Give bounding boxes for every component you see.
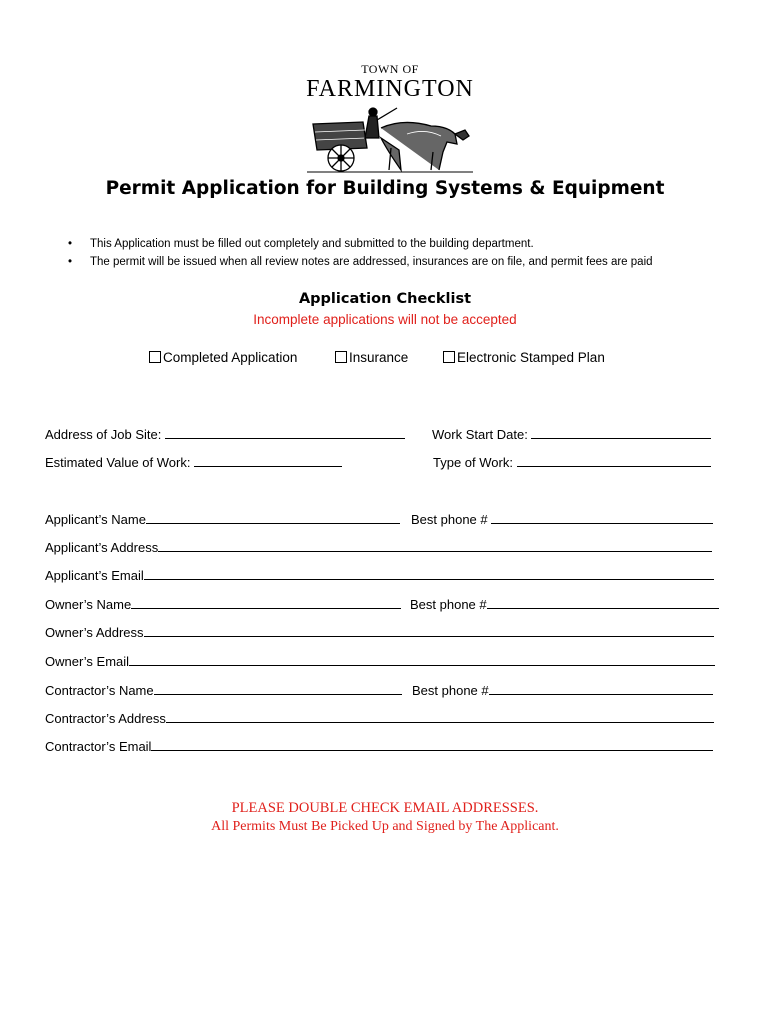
contractor-phone-field[interactable] bbox=[412, 681, 713, 699]
applicant-name-input[interactable] bbox=[146, 510, 400, 524]
estimated-value-field[interactable] bbox=[45, 453, 342, 471]
town-logo bbox=[285, 60, 495, 175]
checkbox-label: Completed Application bbox=[163, 350, 298, 365]
checkbox-icon[interactable] bbox=[149, 351, 161, 363]
applicant-phone-input[interactable] bbox=[491, 510, 713, 524]
contractor-phone-input[interactable] bbox=[489, 681, 713, 695]
owner-phone-field[interactable] bbox=[410, 595, 719, 613]
instructions-list bbox=[68, 235, 653, 271]
field-label: Best phone # bbox=[410, 597, 487, 612]
bullet-icon: • bbox=[68, 238, 73, 250]
owner-address-field[interactable] bbox=[45, 623, 714, 641]
field-label: Contractor’s Email bbox=[45, 739, 152, 754]
applicant-email-input[interactable] bbox=[144, 566, 714, 580]
contractor-address-input[interactable] bbox=[166, 709, 714, 723]
estimated-value-input[interactable] bbox=[194, 453, 342, 467]
owner-address-input[interactable] bbox=[144, 623, 714, 637]
contractor-name-input[interactable] bbox=[154, 681, 402, 695]
checklist-title: Application Checklist bbox=[298, 291, 472, 307]
field-label: Contractor’s Address bbox=[45, 711, 166, 726]
bullet-icon: • bbox=[68, 256, 73, 268]
contractor-address-field[interactable] bbox=[45, 709, 714, 727]
checkbox-label: Insurance bbox=[349, 350, 409, 365]
logo-name: FARMINGTON bbox=[306, 76, 474, 102]
field-label: Best phone # bbox=[412, 683, 489, 698]
checkbox-icon[interactable] bbox=[335, 351, 347, 363]
field-label: Owner’s Email bbox=[45, 654, 130, 669]
field-label: Owner’s Name bbox=[45, 597, 132, 612]
owner-name-input[interactable] bbox=[131, 595, 401, 609]
field-label: Owner’s Address bbox=[45, 625, 144, 640]
field-label: Type of Work: bbox=[433, 455, 513, 470]
owner-email-field[interactable] bbox=[45, 652, 715, 670]
type-of-work-input[interactable] bbox=[517, 453, 711, 467]
checklist-warning: Incomplete applications will not be accepted bbox=[253, 312, 517, 327]
instruction-text: This Application must be filled out completely and submitted to the building department. bbox=[90, 238, 534, 250]
applicant-name-field[interactable] bbox=[45, 510, 400, 528]
work-start-date-input[interactable] bbox=[531, 425, 711, 439]
job-address-input[interactable] bbox=[165, 425, 405, 439]
ox-cart-illustration-icon bbox=[307, 104, 473, 174]
instruction-text: The permit will be issued when all review notes are addressed, insurances are on file, and permit fees are paid bbox=[90, 256, 653, 268]
checkbox-insurance[interactable] bbox=[335, 350, 408, 365]
contractor-email-input[interactable] bbox=[151, 737, 713, 751]
type-of-work-field[interactable] bbox=[433, 453, 711, 471]
owner-email-input[interactable] bbox=[129, 652, 715, 666]
field-label: Applicant’s Name bbox=[45, 512, 146, 527]
field-label: Best phone # bbox=[411, 512, 488, 527]
checkbox-icon[interactable] bbox=[443, 351, 455, 363]
applicant-email-field[interactable] bbox=[45, 566, 714, 584]
applicant-address-field[interactable] bbox=[45, 538, 712, 556]
field-label: Contractor’s Name bbox=[45, 683, 154, 698]
owner-phone-input[interactable] bbox=[487, 595, 719, 609]
list-item bbox=[68, 253, 653, 271]
page-title: Permit Application for Building Systems & Equipment bbox=[105, 178, 665, 199]
list-item bbox=[68, 235, 653, 253]
field-label: Estimated Value of Work: bbox=[45, 455, 191, 470]
checkbox-completed-application[interactable] bbox=[149, 350, 297, 365]
field-label: Applicant’s Email bbox=[45, 568, 144, 583]
contractor-email-field[interactable] bbox=[45, 737, 713, 755]
pickup-notice: All Permits Must Be Picked Up and Signed by The Applicant. bbox=[211, 819, 559, 834]
field-label: Address of Job Site: bbox=[45, 427, 162, 442]
logo-town-of: TOWN OF bbox=[361, 62, 419, 76]
checkbox-label: Electronic Stamped Plan bbox=[457, 350, 605, 365]
work-start-date-field[interactable] bbox=[432, 425, 711, 443]
email-reminder: PLEASE DOUBLE CHECK EMAIL ADDRESSES. bbox=[231, 800, 539, 816]
job-address-field[interactable] bbox=[45, 425, 405, 443]
applicant-address-input[interactable] bbox=[158, 538, 712, 552]
checkbox-electronic-stamped-plan[interactable] bbox=[443, 350, 605, 365]
field-label: Applicant’s Address bbox=[45, 540, 159, 555]
field-label: Work Start Date: bbox=[432, 427, 528, 442]
contractor-name-field[interactable] bbox=[45, 681, 402, 699]
applicant-phone-field[interactable] bbox=[411, 510, 713, 528]
owner-name-field[interactable] bbox=[45, 595, 401, 613]
